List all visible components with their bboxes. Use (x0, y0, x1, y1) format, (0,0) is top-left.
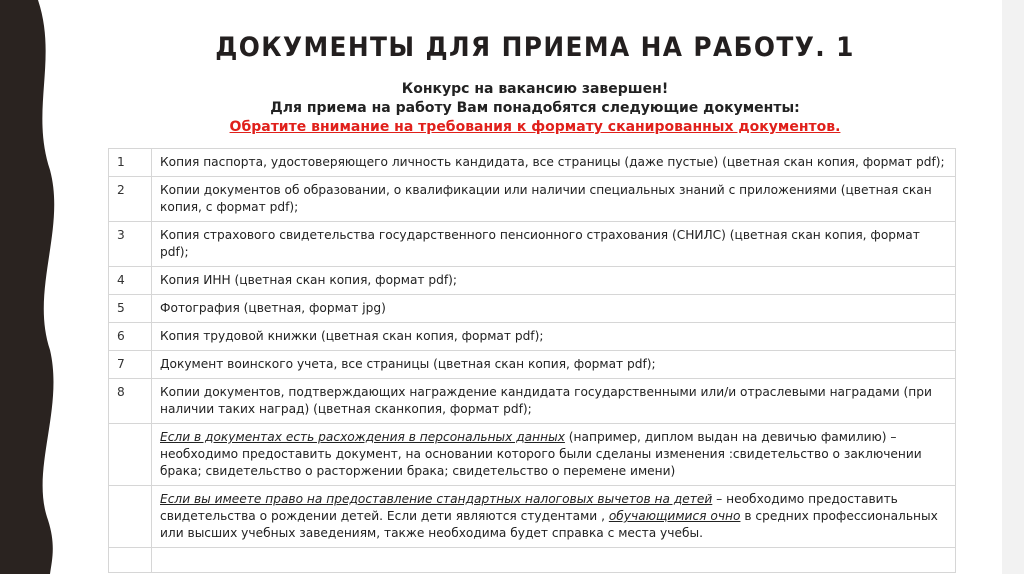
row-number: 1 (109, 149, 152, 177)
subtitle (70, 80, 1000, 137)
documents-table (108, 148, 956, 573)
note-name-change: Если в документах есть расхождения в персональных данных (например, диплом выдан на девичью фамилию) – необходимо предоставить документ, на основании которого были сделаны изменения :свидетельство о заключении брака; свидетельство о расторжении брака; свидетельство о перемене имени) (152, 424, 956, 486)
table-row (109, 486, 956, 548)
table-row (109, 295, 956, 323)
row-text: Копии документов, подтверждающих награждение кандидата государственными или/и отраслевыми наградами (при наличии таких наград) (цветная сканкопия, формат pdf); (152, 379, 956, 424)
row-text: Копия страхового свидетельства государственного пенсионного страхования (СНИЛС) (цветная скан копия, формат pdf); (152, 222, 956, 267)
subtitle-line-2: Для приема на работу Вам понадобятся следующие документы: (270, 100, 800, 116)
table-row (109, 323, 956, 351)
note-tax-deduction: Если вы имеете право на предоставление стандартных налоговых вычетов на детей – необходимо предоставить свидетельства о рождении детей. Если дети являются студентами , обучающимися очно в средних профессиональных или высших учебных заведениям, также необходима будет справка с места учебы. (152, 486, 956, 548)
row-number: 8 (109, 379, 152, 424)
row-text: Копия ИНН (цветная скан копия, формат pdf); (152, 267, 956, 295)
table-row (109, 351, 956, 379)
row-text: Копии документов об образовании, о квалификации или наличии специальных знаний с приложениями (цветная скан копия, с формат pdf); (152, 177, 956, 222)
table-row (109, 379, 956, 424)
row-number: 3 (109, 222, 152, 267)
decorative-wavy-band (0, 0, 60, 574)
row-text: Копия трудовой книжки (цветная скан копия, формат pdf); (152, 323, 956, 351)
row-number: 6 (109, 323, 152, 351)
table-row (109, 149, 956, 177)
table-row-empty (109, 548, 956, 573)
row-number: 2 (109, 177, 152, 222)
right-margin (1002, 0, 1024, 574)
subtitle-line-1: Конкурс на вакансию завершен! (401, 81, 669, 97)
row-text: Фотография (цветная, формат jpg) (152, 295, 956, 323)
table-row (109, 177, 956, 222)
table-row (109, 222, 956, 267)
row-number: 7 (109, 351, 152, 379)
table-row (109, 267, 956, 295)
table-row (109, 424, 956, 486)
row-number: 5 (109, 295, 152, 323)
slide (70, 0, 1000, 574)
row-text: Документ воинского учета, все страницы (цветная скан копия, формат pdf); (152, 351, 956, 379)
row-number: 4 (109, 267, 152, 295)
page-title: ДОКУМЕНТЫ ДЛЯ ПРИЕМА НА РАБОТУ. 1 (215, 32, 855, 63)
format-warning: Обратите внимание на требования к формату сканированных документов. (229, 119, 841, 135)
row-text: Копия паспорта, удостоверяющего личность кандидата, все страницы (даже пустые) (цветная скан копия, формат pdf); (152, 149, 956, 177)
